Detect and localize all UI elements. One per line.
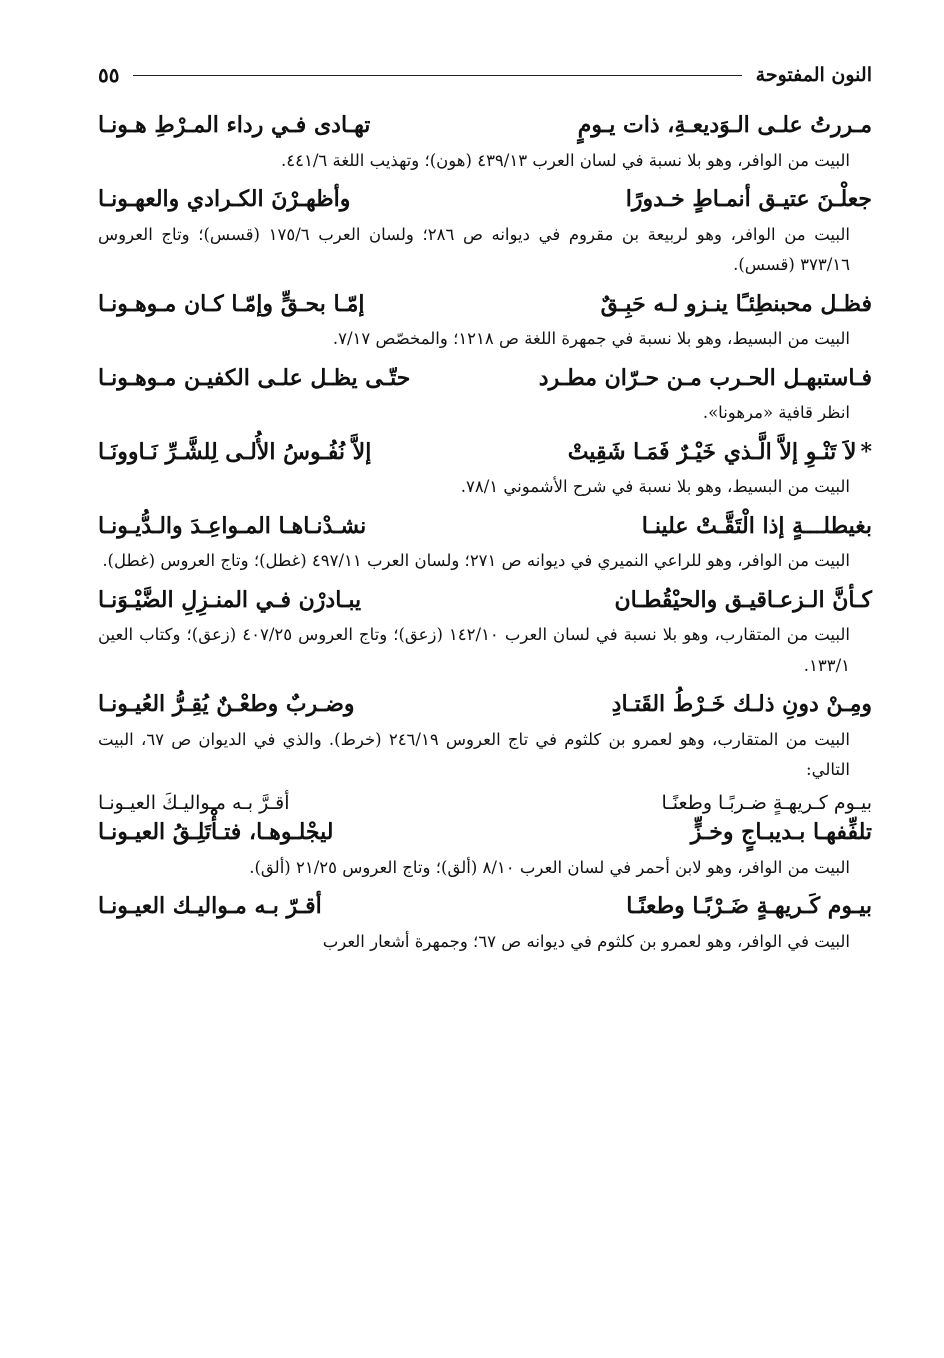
verse-first-half: كـأنَّ الـزعـاقيـق والحيْقُطـان bbox=[614, 586, 872, 613]
verse-second-half: يبـادرْن فـي المنـزِلِ الضَّيْـوَنـا bbox=[98, 586, 362, 613]
verse-first-half: فـاستبهـل الحـرب مـن حـرّان مطـرد bbox=[538, 364, 872, 391]
verse-second-half: إمّـا بحـقٍّ وإمّـا كـان مـوهـونـا bbox=[98, 290, 365, 317]
verse-second-half: وضـربٌ وطعْـنٌ يُقِـرُّ العُيـونـا bbox=[98, 691, 355, 718]
star-marker: * bbox=[860, 438, 872, 465]
verse bbox=[98, 893, 872, 921]
entry bbox=[98, 513, 872, 577]
entry bbox=[98, 365, 872, 429]
verse-note: البيت من البسيط، وهو بلا نسبة في شرح الأشموني ٧٨/١. bbox=[460, 477, 850, 497]
entry bbox=[98, 691, 872, 815]
verse-second-half: إلاَّ نُفُـوسُ الأُلـى لِلشَّـرِّ نَـاوونَـا bbox=[98, 438, 372, 465]
verse-note: البيت من المتقارب، وهو لعمرو بن كلثوم في تاج العروس ٢٤٦/١٩ (خرط). والذي في الديوان ص ٦٧، البيت التالي: bbox=[98, 729, 850, 780]
entry bbox=[98, 819, 872, 883]
verse-note: البيت من الوافر، وهو بلا نسبة في لسان العرب ٤٣٩/١٣ (هون)؛ وتهذيب اللغة ٤٤١/٦. bbox=[280, 150, 850, 170]
entry bbox=[98, 112, 872, 176]
header-rule bbox=[133, 75, 741, 76]
page-header bbox=[98, 58, 872, 92]
verse-second-half: نشـدْنـاهـا المـواعِـدَ والـدُّيـونـا bbox=[98, 512, 367, 539]
verse bbox=[98, 587, 872, 615]
verse-second-half: أقـرّ بـه مـواليـك العيـونـا bbox=[98, 893, 322, 920]
chapter-title: النون المفتوحة bbox=[755, 64, 872, 86]
entry bbox=[98, 587, 872, 682]
verse bbox=[98, 112, 872, 140]
verse bbox=[98, 365, 872, 393]
verse-first-half: بغيطلـــةٍ إذا الْتَقَّـتْ علينـا bbox=[641, 512, 872, 539]
verse bbox=[98, 186, 872, 214]
entry bbox=[98, 186, 872, 281]
verse-note: البيت من البسيط، وهو بلا نسبة في جمهرة اللغة ص ١٢١٨؛ والمخصّص ٧/١٧. bbox=[332, 329, 850, 349]
verse-second-half: تهـادى فـي رداء المـرْطِ هـونـا bbox=[98, 112, 371, 138]
verse-first-half: ومِـنْ دونِ ذلـك خَـرْطُ القَتـادِ bbox=[611, 691, 872, 718]
verse bbox=[98, 691, 872, 719]
page-number: ٥٥ bbox=[98, 63, 120, 87]
verse bbox=[98, 439, 872, 467]
verse-note: البيت من الوافر، وهو لابن أحمر في لسان العرب ٨/١٠ (ألق)؛ وتاج العروس ٢١/٢٥ (ألق). bbox=[249, 857, 850, 877]
verse-second-half: ليجْلـوهـا، فتـأْتَلِـقُ العيـونـا bbox=[98, 819, 334, 846]
verse bbox=[98, 291, 872, 319]
quoted-verse-first-half: بيـوم كـريهـةٍ ضـربًـا وطعنًـا bbox=[661, 791, 872, 814]
verse-first-half: مـررتُ علـى الـوَديعـةِ، ذات يـومٍ bbox=[577, 112, 872, 138]
verse-note: البيت من الوافر، وهو للراعي النميري في ديوانه ص ٢٧١؛ ولسان العرب ٤٩٧/١١ (غطل)؛ وتاج العروس (غطل). bbox=[102, 551, 850, 571]
entry bbox=[98, 893, 872, 957]
verse bbox=[98, 513, 872, 541]
verse-note: البيت في الوافر، وهو لعمرو بن كلثوم في ديوانه ص ٦٧؛ وجمهرة أشعار العرب bbox=[322, 931, 850, 951]
verse-note: انظر قافية «مرهونا». bbox=[702, 403, 850, 423]
entry bbox=[98, 439, 872, 503]
verse-first-half: فظـل محبنطِئـًا ينـزو لـه حَبِـقٌ bbox=[600, 290, 872, 317]
verse-first-half: بيـوم كَـريهـةٍ ضَـرْبًـا وطعنًـا bbox=[626, 893, 872, 920]
verse-first-half bbox=[568, 439, 872, 467]
verse-second-half: وأظهـرْنَ الكـرادي والعهـونـا bbox=[98, 186, 351, 213]
verse-note: البيت من الوافر، وهو لربيعة بن مقروم في ديوانه ص ٢٨٦؛ ولسان العرب ١٧٥/٦ (قسس)؛ وتاج العروس ٣٧٣/١٦ (قسس). bbox=[98, 224, 850, 275]
quoted-verse bbox=[98, 792, 872, 816]
verse-first-half: جعلْـنَ عتيـق أنمـاطٍ خـدورًا bbox=[625, 186, 872, 213]
verse bbox=[98, 819, 872, 847]
verse-note: البيت من المتقارب، وهو بلا نسبة في لسان العرب ١٤٢/١٠ (زعق)؛ وتاج العروس ٤٠٧/٢٥ (زعق)؛ وكتاب العين ١٣٣/١. bbox=[98, 625, 850, 675]
verse-first-half: تلفِّفهـا بـديبـاجٍ وخـزٍّ bbox=[690, 819, 872, 846]
entry bbox=[98, 291, 872, 355]
quoted-verse-second-half: أقـرَّ بـه مـواليـكَ العيـونـا bbox=[98, 791, 290, 814]
verse-second-half: حتّـى يظـل علـى الكفيـن مـوهـونـا bbox=[98, 364, 411, 391]
verse-first-half-text: لاَ تَنْـوِ إلاَّ الَّـذي خَيْـرٌ فَمَـا شَقِيتْ bbox=[567, 438, 857, 465]
